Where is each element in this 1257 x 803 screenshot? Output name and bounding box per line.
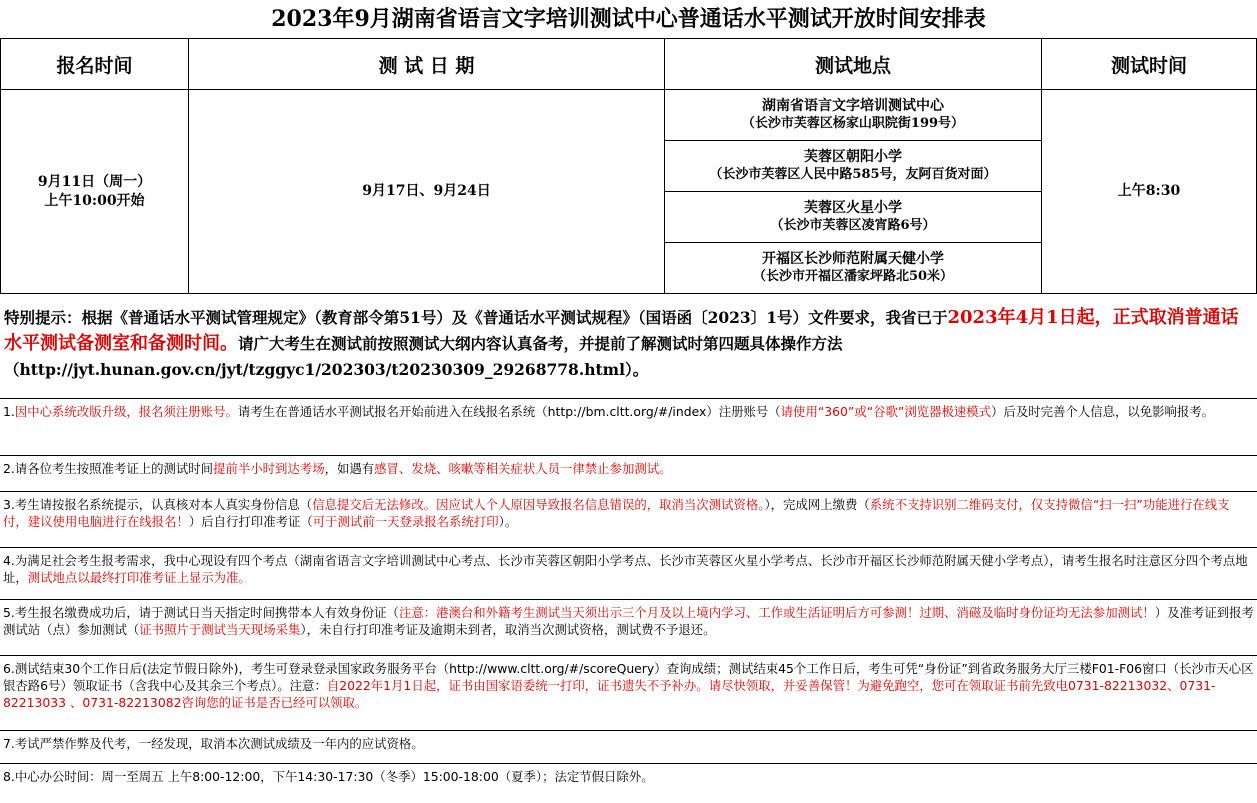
location-address: （长沙市芙蓉区人民中路585号，友阿百货对面） [709, 167, 997, 182]
item-text: 2.请各位考生按照准考证上的测试时间 [3, 461, 214, 476]
schedule-table [0, 38, 1257, 294]
test-dates-cell: 9月17日、9月24日 [189, 90, 665, 294]
header-location: 测试地点 [665, 39, 1042, 90]
table-header-row [1, 39, 1257, 90]
notice-item [0, 655, 1257, 730]
notice-text: 特别提示：根据《普通话水平测试管理规定》（教育部令第51号）及《普通话水平测试规程》（国语函〔2023〕1号）文件要求，我省已于 [4, 308, 948, 327]
location-address: （长沙市芙蓉区凌宵路6号） [770, 218, 936, 233]
item-highlight-text: 感冒、发烧、咳嗽等相关症状人员一律禁止参加测试。 [374, 461, 672, 476]
item-highlight-text: 请使用“360”或“谷歌”浏览器极速模式 [780, 404, 992, 419]
location-address: （长沙市开福区潘家坪路北50米） [752, 269, 954, 284]
location-name: 芙蓉区朝阳小学 [804, 149, 902, 165]
item-text: 5.考生报名缴费成功后，请于测试日当天指定时间携带本人有效身份证（ [3, 605, 399, 620]
page-title: 2023年9月湖南省语言文字培训测试中心普通话水平测试开放时间安排表 [271, 6, 986, 32]
item-highlight-text: 证书照片于测试当天现场采集 [139, 622, 301, 637]
registration-date: 9月11日（周一） [37, 173, 152, 190]
registration-cell [1, 90, 189, 294]
item-highlight-text: 信息提交后无法修改。因应试人个人原因导致报名信息错误的，取消当次测试资格。 [312, 497, 765, 512]
notice-highlight: 2023年4月1日起，正式取消普通话水平测试备测室和备测时间。 [4, 307, 1239, 354]
item-text: ），未自行打印准考证及逾期未到者，取消当次测试资格，测试费不予退还。 [300, 622, 716, 637]
item-text: ）。 [498, 514, 518, 529]
notice-item [0, 547, 1257, 599]
special-notice [4, 305, 1252, 383]
notice-item [0, 763, 1257, 801]
header-test-time: 测试时间 [1042, 39, 1257, 90]
notice-text-2: 请广大考生在测试前按照测试大纲内容认真备考，并提前了解测试时第四题具体操作方法（http://jyt.hunan.gov.cn/jyt/tzggyc1/202303/t20230309_29268778.html）。 [4, 334, 843, 379]
registration-time: 上午10:00开始 [44, 192, 145, 209]
header-test-dates: 测 试 日 期 [189, 39, 665, 90]
item-text: 请考生在普通话水平测试报名开始前进入在线报名系统（http://bm.cltt.org/#/index）注册账号（ [237, 404, 781, 419]
location-address: （长沙市芙蓉区杨家山职院街199号） [741, 116, 965, 131]
location-name: 芙蓉区火星小学 [804, 200, 902, 216]
item-text: ），完成网上缴费（ [764, 497, 870, 512]
notice-items [0, 398, 1257, 801]
location-cell [665, 90, 1042, 141]
item-highlight-text: 注意：港澳台和外籍考生测试当天须出示三个月及以上境内学习、工作或生活证明后方可参测！过期、消磁及临时身份证均无法参加测试！ [398, 605, 1155, 620]
test-time-cell: 上午8:30 [1042, 90, 1257, 294]
item-text: 1. [3, 404, 15, 419]
item-highlight-text: 因中心系统改版升级，报名须注册账号。 [14, 404, 238, 419]
item-text: ）后及时完善个人信息，以免影响报考。 [991, 404, 1215, 419]
location-cell [665, 141, 1042, 192]
item-text: 6.测试结束30个工作日后(法定节假日除外)，考生可登录登录国家政务服务平台（http://www.cltt.org/#/scoreQuery）查询成绩；测试结束45个工作日后，考生可凭“身份证”到省政务服务大厅三楼F01-F06窗口（长沙市天心区银杏路6号）领取证书（含我中心及其余三个考点）。注意： [3, 661, 1254, 693]
item-text: 7.考试严禁作弊及代考，一经发现，取消本次测试成绩及一年内的应试资格。 [3, 736, 424, 751]
item-text: 3.考生请按报名系统提示，认真核对本人真实身份信息（ [3, 497, 313, 512]
notice-item [0, 599, 1257, 655]
location-cell [665, 243, 1042, 294]
notice-item [0, 398, 1257, 455]
notice-item [0, 455, 1257, 491]
item-highlight-text: 提前半小时到达考场 [213, 461, 325, 476]
item-highlight-text: 可于测试前一天登录报名系统打印 [312, 514, 499, 529]
location-name: 开福区长沙师范附属天健小学 [762, 251, 944, 267]
item-highlight-text: 自2022年1月1日起，证书由国家语委统一打印，证书遗失不予补办。请尽快领取，并妥善保管！为避免跑空，您可在领取证书前先致电0731-82213032、0731-82213033 、0731-82213082咨询您的证书是否已经可以领取。 [3, 678, 1216, 710]
location-name: 湖南省语言文字培训测试中心 [762, 98, 944, 114]
notice-item [0, 730, 1257, 763]
item-text: 4.为满足社会考生报考需求，我中心现设有四个考点（湖南省语言文字培训测试中心考点、长沙市芙蓉区朝阳小学考点、长沙市芙蓉区火星小学考点、长沙市开福区长沙师范附属天健小学考点），请考生报名时注意区分四个考点地址， [3, 553, 1248, 585]
notice-item [0, 491, 1257, 547]
item-highlight-text: 系统不支持识别二维码支付，仅支持微信“扫一扫”功能进行在线支付，建议使用电脑进行在线报名！ [3, 497, 1230, 529]
item-text: ，如遇有 [324, 461, 375, 476]
item-text: ）后自行打印准考证（ [188, 514, 313, 529]
item-text: 8.中心办公时间：周一至周五 上午8:00-12:00，下午14:30-17:30（冬季）15:00-18:00（夏季）；法定节假日除外。 [3, 769, 654, 784]
item-text: ）及准考证到报考测试站（点）参加测试（ [3, 605, 1254, 637]
location-cell [665, 192, 1042, 243]
item-highlight-text: 测试地点以最终打印准考证上显示为准。 [27, 570, 251, 585]
header-registration: 报名时间 [1, 39, 189, 90]
